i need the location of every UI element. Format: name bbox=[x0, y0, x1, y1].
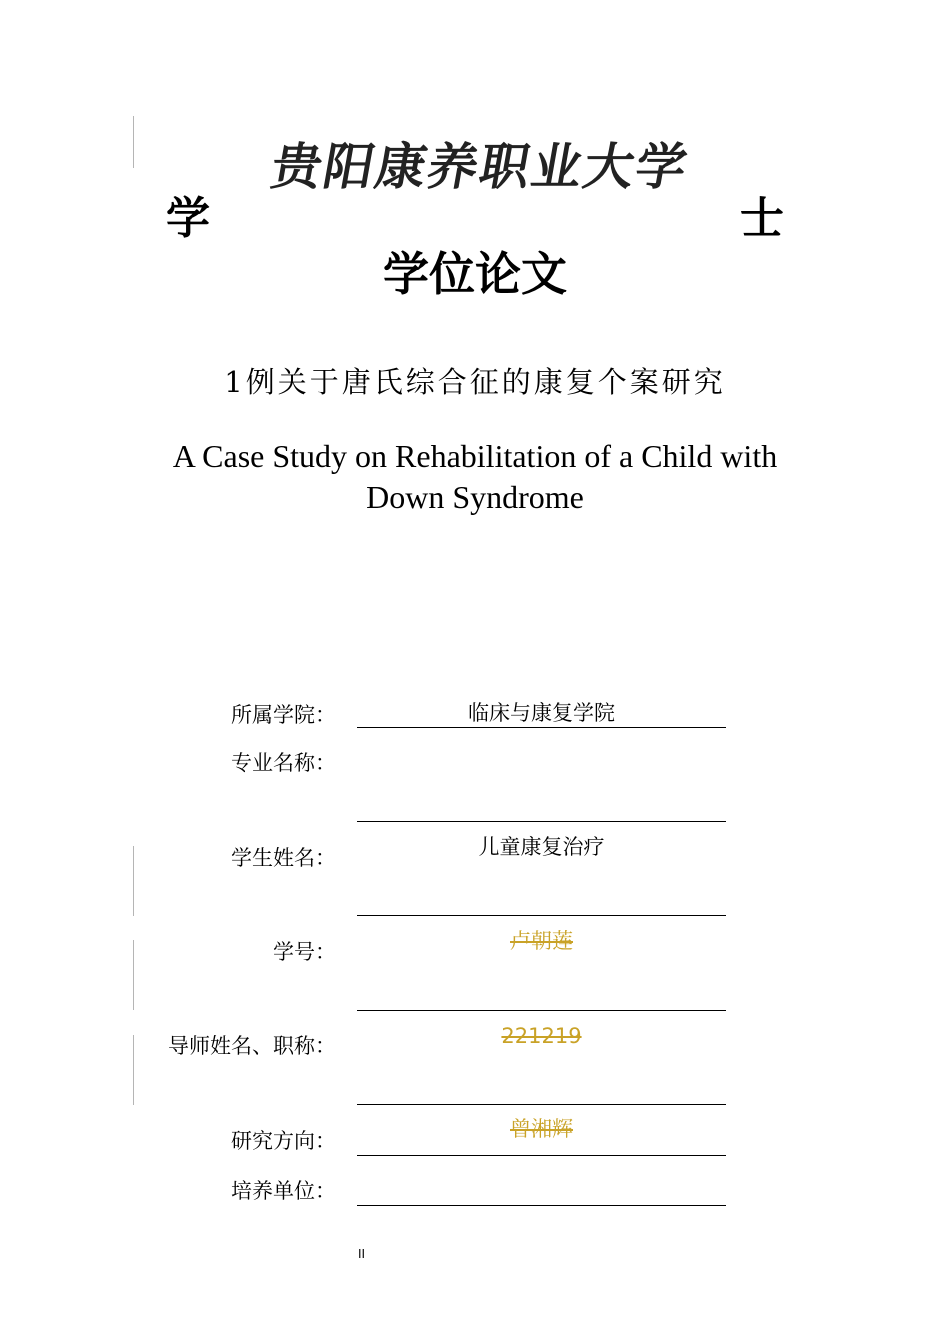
college-underline bbox=[357, 727, 726, 728]
student-id-underline bbox=[357, 1010, 726, 1011]
revision-mark bbox=[133, 1035, 134, 1105]
revision-mark bbox=[133, 116, 134, 168]
training-unit-underline bbox=[357, 1205, 726, 1206]
advisor-underline bbox=[357, 1104, 726, 1105]
student-id-label: 学号： bbox=[273, 940, 336, 964]
major-value: 儿童康复治疗 bbox=[478, 835, 605, 859]
revision-mark bbox=[133, 940, 134, 1010]
student-name-label: 学生姓名： bbox=[231, 846, 336, 870]
thesis-type-title: 学位论文 bbox=[383, 247, 567, 301]
college-value: 临床与康复学院 bbox=[468, 701, 615, 725]
student-name-value: 卢朝莲 bbox=[510, 929, 573, 953]
degree-char-left: 学 bbox=[166, 193, 210, 244]
revision-mark bbox=[133, 846, 134, 916]
advisor-value: 曾湘辉 bbox=[510, 1117, 573, 1141]
english-title: A Case Study on Rehabilitation of a Child with Down Syndrome bbox=[172, 438, 778, 515]
college-label: 所属学院： bbox=[231, 703, 336, 727]
page-number: II bbox=[358, 1247, 366, 1261]
student-name-underline bbox=[357, 915, 726, 916]
training-unit-label: 培养单位： bbox=[231, 1179, 336, 1203]
research-direction-underline bbox=[357, 1155, 726, 1156]
major-underline bbox=[357, 821, 726, 822]
degree-char-right: 士 bbox=[740, 193, 784, 244]
major-label: 专业名称： bbox=[231, 751, 336, 775]
research-direction-label: 研究方向： bbox=[231, 1129, 336, 1153]
chinese-title: 1例关于唐氏综合征的康复个案研究 bbox=[224, 365, 726, 399]
university-logo: 贵阳康养职业大学 bbox=[266, 137, 694, 196]
advisor-label: 导师姓名、职称： bbox=[168, 1034, 336, 1058]
student-id-value: 221219 bbox=[501, 1024, 582, 1048]
